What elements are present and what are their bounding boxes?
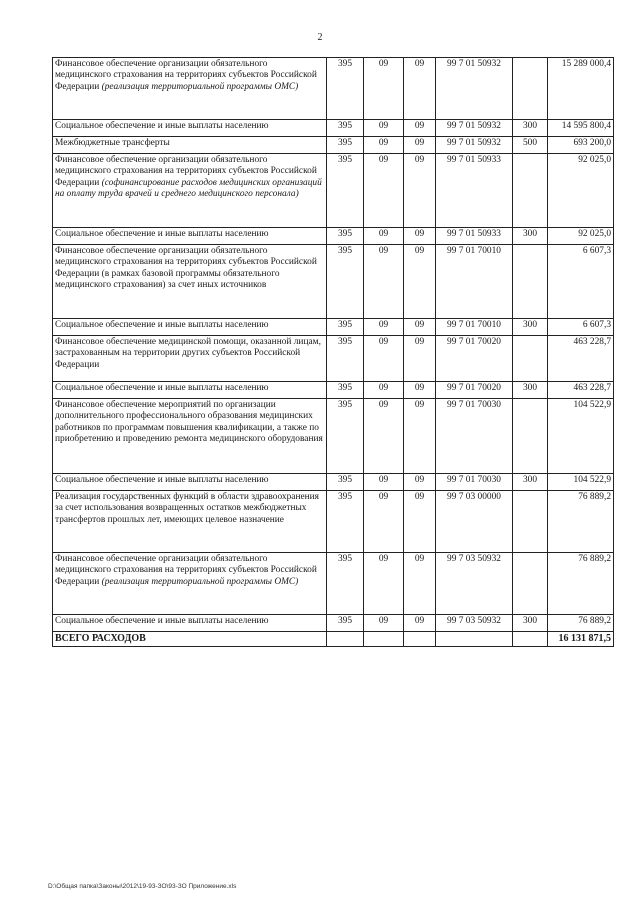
row-subsection-code: 09 — [404, 336, 436, 382]
row-section-code: 09 — [364, 336, 404, 382]
row-name: Финансовое обеспечение организации обязательного медицинского страхования на территориях субъектов Российской Федерации (софинансирование расходов медицинских организаций на оплату труда врачей и среднего медицинского персонала) — [53, 154, 327, 228]
row-section-code: 09 — [364, 474, 404, 491]
row-subsection-code: 09 — [404, 58, 436, 120]
row-name: Социальное обеспечение и иные выплаты населению — [53, 382, 327, 399]
row-sum: 76 889,2 — [548, 615, 614, 632]
row-grbs-code: 395 — [327, 120, 364, 137]
total-empty-cell — [327, 632, 364, 647]
table-row — [53, 615, 614, 632]
row-expense-type: 300 — [513, 615, 548, 632]
total-empty-cell — [364, 632, 404, 647]
row-section-code: 09 — [364, 120, 404, 137]
table-row — [53, 336, 614, 382]
row-name: Социальное обеспечение и иные выплаты населению — [53, 615, 327, 632]
row-section-code: 09 — [364, 491, 404, 553]
row-sum: 92 025,0 — [548, 154, 614, 228]
total-empty-cell — [436, 632, 513, 647]
row-expense-type — [513, 154, 548, 228]
row-section-code: 09 — [364, 615, 404, 632]
row-target-article: 99 7 03 50932 — [436, 615, 513, 632]
row-target-article: 99 7 01 50933 — [436, 228, 513, 245]
row-target-article: 99 7 01 50932 — [436, 58, 513, 120]
row-target-article: 99 7 01 70030 — [436, 474, 513, 491]
table-row — [53, 120, 614, 137]
row-grbs-code: 395 — [327, 553, 364, 615]
row-target-article: 99 7 01 50932 — [436, 120, 513, 137]
table-row — [53, 399, 614, 474]
row-grbs-code: 395 — [327, 474, 364, 491]
row-subsection-code: 09 — [404, 319, 436, 336]
row-sum: 104 522,9 — [548, 474, 614, 491]
row-name: Финансовое обеспечение организации обязательного медицинского страхования на территориях субъектов Российской Федерации (в рамках базовой программы обязательного медицинского страхования) за счет иных источников — [53, 245, 327, 319]
row-expense-type — [513, 399, 548, 474]
row-expense-type — [513, 336, 548, 382]
row-name: Социальное обеспечение и иные выплаты населению — [53, 228, 327, 245]
budget-table — [52, 57, 614, 647]
row-subsection-code: 09 — [404, 245, 436, 319]
row-subsection-code: 09 — [404, 491, 436, 553]
row-sum: 6 607,3 — [548, 245, 614, 319]
row-sum: 15 289 000,4 — [548, 58, 614, 120]
row-section-code: 09 — [364, 553, 404, 615]
row-grbs-code: 395 — [327, 615, 364, 632]
row-grbs-code: 395 — [327, 491, 364, 553]
row-target-article: 99 7 01 70030 — [436, 399, 513, 474]
table-row — [53, 474, 614, 491]
row-subsection-code: 09 — [404, 154, 436, 228]
table-row — [53, 553, 614, 615]
row-expense-type — [513, 491, 548, 553]
page-number: 2 — [317, 32, 323, 43]
row-section-code: 09 — [364, 399, 404, 474]
row-section-code: 09 — [364, 137, 404, 154]
row-target-article: 99 7 01 70010 — [436, 245, 513, 319]
row-subsection-code: 09 — [404, 553, 436, 615]
row-target-article: 99 7 01 50933 — [436, 154, 513, 228]
row-target-article: 99 7 01 70020 — [436, 382, 513, 399]
row-section-code: 09 — [364, 319, 404, 336]
row-subsection-code: 09 — [404, 399, 436, 474]
row-grbs-code: 395 — [327, 137, 364, 154]
table-row — [53, 491, 614, 553]
table-row — [53, 228, 614, 245]
row-grbs-code: 395 — [327, 245, 364, 319]
row-section-code: 09 — [364, 58, 404, 120]
row-target-article: 99 7 01 50932 — [436, 137, 513, 154]
row-subsection-code: 09 — [404, 474, 436, 491]
row-sum: 104 522,9 — [548, 399, 614, 474]
row-note: (реализация территориальной программы ОМС) — [101, 576, 299, 587]
row-subsection-code: 09 — [404, 382, 436, 399]
row-subsection-code: 09 — [404, 120, 436, 137]
row-sum: 463 228,7 — [548, 382, 614, 399]
row-expense-type — [513, 58, 548, 120]
row-name: Финансовое обеспечение организации обязательного медицинского страхования на территориях субъектов Российской Федерации (реализация территориальной программы ОМС) — [53, 553, 327, 615]
row-expense-type — [513, 245, 548, 319]
row-grbs-code: 395 — [327, 58, 364, 120]
row-name: Межбюджетные трансферты — [53, 137, 327, 154]
row-grbs-code: 395 — [327, 382, 364, 399]
row-expense-type: 300 — [513, 474, 548, 491]
row-sum: 463 228,7 — [548, 336, 614, 382]
row-sum: 76 889,2 — [548, 491, 614, 553]
row-expense-type: 300 — [513, 382, 548, 399]
total-empty-cell — [404, 632, 436, 647]
row-target-article: 99 7 03 00000 — [436, 491, 513, 553]
row-sum: 14 595 800,4 — [548, 120, 614, 137]
row-target-article: 99 7 01 70020 — [436, 336, 513, 382]
row-section-code: 09 — [364, 228, 404, 245]
row-sum: 693 200,0 — [548, 137, 614, 154]
table-row — [53, 154, 614, 228]
row-grbs-code: 395 — [327, 154, 364, 228]
row-section-code: 09 — [364, 245, 404, 319]
row-expense-type: 500 — [513, 137, 548, 154]
file-path-footer: D:\Общая папка\Законы\2012\19-93-ЗО\93-ЗО Приложение.xls — [48, 883, 237, 890]
row-grbs-code: 395 — [327, 399, 364, 474]
row-expense-type: 300 — [513, 120, 548, 137]
table-row — [53, 58, 614, 120]
row-grbs-code: 395 — [327, 319, 364, 336]
row-subsection-code: 09 — [404, 228, 436, 245]
row-note: (реализация территориальной программы ОМС) — [101, 81, 299, 92]
row-subsection-code: 09 — [404, 137, 436, 154]
row-name: Социальное обеспечение и иные выплаты населению — [53, 319, 327, 336]
row-target-article: 99 7 01 70010 — [436, 319, 513, 336]
total-empty-cell — [513, 632, 548, 647]
row-section-code: 09 — [364, 154, 404, 228]
table-row — [53, 382, 614, 399]
row-note: (софинансирование расходов медицинских организаций на оплату труда врачей и среднего медицинского персонала) — [55, 177, 322, 200]
row-grbs-code: 395 — [327, 336, 364, 382]
row-expense-type: 300 — [513, 319, 548, 336]
row-sum: 92 025,0 — [548, 228, 614, 245]
row-section-code: 09 — [364, 382, 404, 399]
row-expense-type: 300 — [513, 228, 548, 245]
row-name: Финансовое обеспечение мероприятий по организации дополнительного профессионального образования медицинских работников по программам повышения квалификации, а также по приобретению и проведению ремонта медицинского оборудования — [53, 399, 327, 474]
row-expense-type — [513, 553, 548, 615]
row-name: Социальное обеспечение и иные выплаты населению — [53, 474, 327, 491]
table-row — [53, 319, 614, 336]
table-row — [53, 245, 614, 319]
row-name: Финансовое обеспечение организации обязательного медицинского страхования на территориях субъектов Российской Федерации (реализация территориальной программы ОМС) — [53, 58, 327, 120]
row-sum: 76 889,2 — [548, 553, 614, 615]
row-name: Социальное обеспечение и иные выплаты населению — [53, 120, 327, 137]
row-target-article: 99 7 03 50932 — [436, 553, 513, 615]
row-subsection-code: 09 — [404, 615, 436, 632]
row-sum: 6 607,3 — [548, 319, 614, 336]
row-grbs-code: 395 — [327, 228, 364, 245]
total-row — [53, 632, 614, 647]
row-name: Финансовое обеспечение медицинской помощи, оказанной лицам, застрахованным на территории других субъектов Российской Федерации — [53, 336, 327, 382]
total-sum: 16 131 871,5 — [548, 632, 614, 647]
table-row — [53, 137, 614, 154]
total-label: ВСЕГО РАСХОДОВ — [53, 632, 327, 647]
budget-rows — [53, 58, 614, 632]
row-name: Реализация государственных функций в области здравоохранения за счет использования возвращенных остатков межбюджетных трансфертов прошлых лет, имеющих целевое назначение — [53, 491, 327, 553]
